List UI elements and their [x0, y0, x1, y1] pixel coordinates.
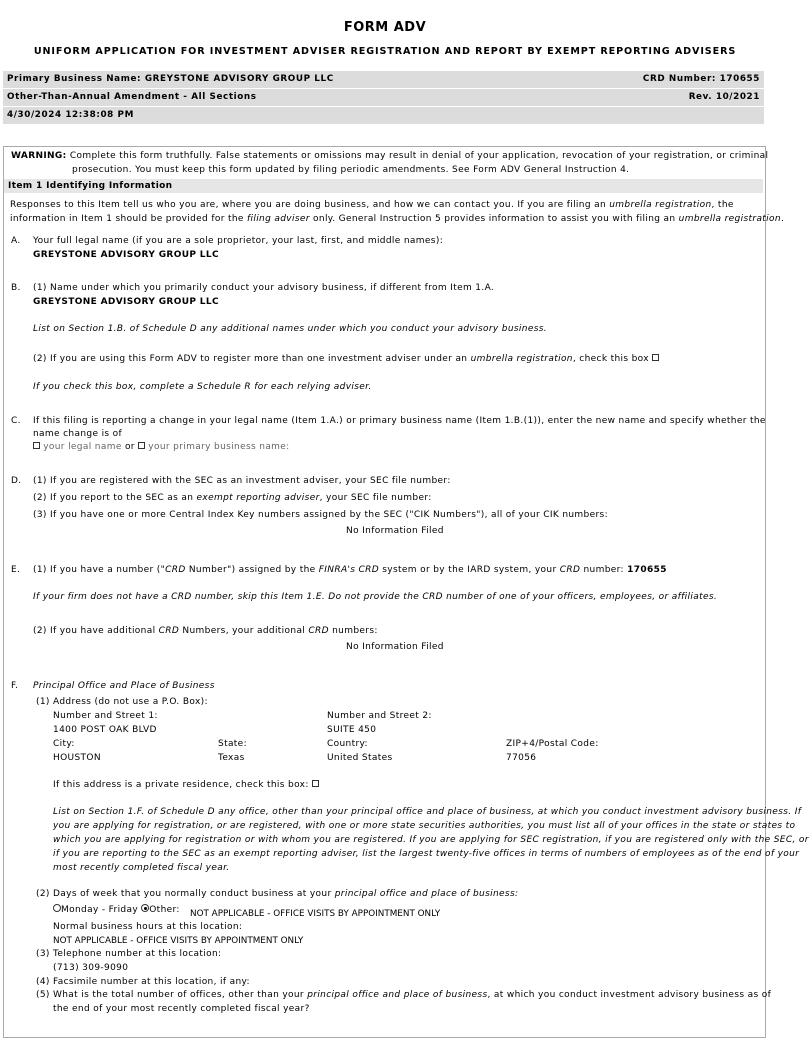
- intro-text: only. General Instruction 5 provides information to assist you with filing an: [309, 214, 679, 224]
- q-text: number:: [580, 565, 628, 575]
- warning-line-2: prosecution. You must keep this form updated by filing periodic amendments. See Form ADV General Instruction 4.: [72, 165, 630, 175]
- item-f-heading: Principal Office and Place of Business: [33, 681, 215, 691]
- item-f-question-5-line-2: the end of your most recently completed fiscal year?: [53, 1004, 310, 1014]
- q-emphasis: exempt reporting adviser: [196, 493, 320, 503]
- days-options: [53, 904, 180, 915]
- q-text: (1) If you have a number (": [33, 565, 166, 575]
- legal-name-checkbox[interactable]: [33, 442, 40, 449]
- crd-number: CRD Number: 170655: [642, 74, 760, 84]
- street1-value: 1400 POST OAK BLVD: [53, 725, 157, 735]
- item-e-question-2: [33, 626, 378, 636]
- amendment-bar: [3, 89, 764, 106]
- item-c-options: [33, 442, 290, 452]
- item-b-note-2: If you check this box, complete a Schedule R for each relying adviser.: [33, 382, 372, 392]
- item-e-question-1: [33, 565, 667, 575]
- item-b-note: List on Section 1.B. of Schedule D any additional names under which you conduct your advisory business.: [33, 324, 548, 334]
- umbrella-checkbox[interactable]: [652, 354, 659, 361]
- private-residence-text: If this address is a private residence, check this box:: [53, 780, 309, 790]
- warning-block: [11, 151, 768, 161]
- f-note-line-5: most recently completed fiscal year.: [53, 863, 230, 873]
- item1-intro-line-2: [10, 214, 784, 224]
- zip-value: 77056: [506, 753, 537, 763]
- country-label: Country:: [327, 739, 368, 749]
- item-e-letter: E.: [11, 565, 21, 575]
- form-subtitle: UNIFORM APPLICATION FOR INVESTMENT ADVISER REGISTRATION AND REPORT BY EXEMPT REPORTING ADVISERS: [33, 46, 737, 57]
- legal-name-option: your legal name: [43, 442, 122, 452]
- q-text: (5) What is the total number of offices, other than your: [36, 990, 308, 1000]
- hours-value: NOT APPLICABLE - OFFICE VISITS BY APPOINTMENT ONLY: [53, 936, 304, 946]
- city-value: HOUSTON: [53, 753, 101, 763]
- item-d-letter: D.: [11, 476, 22, 486]
- item-b-letter: B.: [11, 283, 21, 293]
- q-text: system or by the IARD system, your: [379, 565, 560, 575]
- item-a-letter: A.: [11, 236, 21, 246]
- hours-label: Normal business hours at this location:: [53, 922, 243, 932]
- state-value: Texas: [218, 753, 245, 763]
- monday-friday-radio[interactable]: [53, 904, 61, 912]
- q-emphasis: CRD: [308, 626, 329, 636]
- q-emphasis: FINRA's CRD: [318, 565, 380, 575]
- q-text: (2) If you report to the SEC as an: [33, 493, 197, 503]
- crd-value: 170655: [627, 565, 667, 575]
- item-c-line-1: If this filing is reporting a change in your legal name (Item 1.A.) or primary business name (Item 1.B.(1)), enter the new name and specify whether the: [33, 416, 766, 426]
- q-text: (2) If you have additional: [33, 626, 159, 636]
- q-emphasis: principal office and place of business: [307, 990, 488, 1000]
- other-label: Other:: [149, 905, 180, 915]
- item-f-letter: F.: [11, 681, 19, 691]
- q-emphasis: CRD: [559, 565, 581, 575]
- item-f-question-4: (4) Facsimile number at this location, if any:: [36, 977, 250, 987]
- item-f-question-1: (1) Address (do not use a P.O. Box):: [36, 697, 208, 707]
- item-b-answer: GREYSTONE ADVISORY GROUP LLC: [33, 297, 219, 307]
- intro-text: Responses to this Item tell us who you are, where you are doing business, and how we can contact you. If you are filing an: [10, 200, 610, 210]
- private-residence-row: [53, 780, 319, 790]
- f-note-line-3: which you are applying for registration or with whom you are registered. If you are applying for SEC registration, if you are registered only with the SEC, or: [53, 835, 809, 845]
- primary-business-bar: [3, 71, 764, 88]
- revision: Rev. 10/2021: [688, 92, 760, 102]
- q-text: , your SEC file number:: [319, 493, 432, 503]
- warning-label: WARNING:: [11, 151, 67, 161]
- intro-emphasis: umbrella registration: [678, 214, 781, 224]
- q-text: (2) If you are using this Form ADV to register more than one investment adviser under an: [33, 354, 471, 364]
- phone-value: (713) 309-9090: [53, 963, 129, 973]
- item1-intro-line-1: [10, 200, 734, 210]
- item-d-question-3: (3) If you have one or more Central Index Key numbers assigned by the SEC ("CIK Numbers"), all of your CIK numbers:: [33, 510, 608, 520]
- business-name-option: your primary business name:: [148, 442, 290, 452]
- q-text: , at which you conduct investment advisory business as of: [487, 990, 772, 1000]
- item-f-question-2: [36, 889, 518, 899]
- other-days-value: NOT APPLICABLE - OFFICE VISITS BY APPOINTMENT ONLY: [190, 909, 441, 919]
- monday-friday-label: Monday - Friday: [61, 905, 139, 915]
- form-title: FORM ADV: [343, 20, 427, 35]
- item-d-question-1: (1) If you are registered with the SEC as an investment adviser, your SEC file number:: [33, 476, 451, 486]
- filing-datetime: 4/30/2024 12:38:08 PM: [7, 110, 134, 120]
- q-text: numbers:: [328, 626, 378, 636]
- q-emphasis: CRD: [165, 565, 186, 575]
- intro-emphasis: umbrella registration: [609, 200, 712, 210]
- item1-heading: Item 1 Identifying Information: [8, 181, 173, 191]
- country-value: United States: [327, 753, 393, 763]
- q-text: (2) Days of week that you normally conduct business at your: [36, 889, 335, 899]
- f-note-line-2: you are applying for registration, or are registered, with one or more state securities authorities, you must list all of your offices in the state or states to: [53, 821, 796, 831]
- item-b-question-2: [33, 354, 659, 364]
- primary-business-name: Primary Business Name: GREYSTONE ADVISORY GROUP LLC: [7, 74, 334, 84]
- q-emphasis: umbrella registration: [470, 354, 573, 364]
- item-b-question: (1) Name under which you primarily conduct your advisory business, if different from Item 1.A.: [33, 283, 495, 293]
- f-note-line-1: List on Section 1.F. of Schedule D any office, other than your principal office and place of business, at which you conduct investment advisory business. If: [53, 807, 802, 817]
- q-emphasis: principal office and place of business:: [334, 889, 519, 899]
- intro-text: .: [780, 214, 785, 224]
- item-a-answer: GREYSTONE ADVISORY GROUP LLC: [33, 250, 219, 260]
- city-label: City:: [53, 739, 75, 749]
- q-text: , check this box: [572, 354, 649, 364]
- street2-value: SUITE 450: [327, 725, 377, 735]
- f-note-line-4: if you are reporting to the SEC as an exempt reporting adviser, list the largest twenty-five offices in terms of numbers of employees as of the end of your: [53, 849, 800, 859]
- item-a-question: Your full legal name (if you are a sole proprietor, your last, first, and middle names):: [33, 236, 444, 246]
- intro-text: , the: [711, 200, 734, 210]
- zip-label: ZIP+4/Postal Code:: [506, 739, 599, 749]
- intro-text: information in Item 1 should be provided for the: [10, 214, 247, 224]
- q-text: Numbers, your additional: [179, 626, 309, 636]
- datetime-bar: [3, 107, 764, 124]
- item-f-question-5: [36, 990, 771, 1000]
- item-e-note: If your firm does not have a CRD number, skip this Item 1.E. Do not provide the CRD number of one of your officers, employees, or affiliates.: [33, 592, 718, 602]
- amendment-type: Other-Than-Annual Amendment - All Sections: [7, 92, 257, 102]
- street2-label: Number and Street 2:: [327, 711, 432, 721]
- item-e-no-info: No Information Filed: [346, 642, 444, 652]
- item-c-line-2: name change is of: [33, 429, 123, 439]
- warning-line-1: Complete this form truthfully. False statements or omissions may result in denial of your application, revocation of your registration, or criminal: [69, 151, 769, 161]
- item-c-letter: C.: [11, 416, 21, 426]
- or-text: or: [124, 442, 135, 452]
- item-d-question-2: [33, 493, 432, 503]
- q-emphasis: CRD: [158, 626, 180, 636]
- intro-emphasis: filing adviser: [246, 214, 310, 224]
- item-d-no-info: No Information Filed: [346, 526, 444, 536]
- private-residence-checkbox[interactable]: [312, 780, 319, 787]
- item-f-question-3: (3) Telephone number at this location:: [36, 949, 222, 959]
- state-label: State:: [218, 739, 247, 749]
- q-text: Number") assigned by the: [185, 565, 319, 575]
- business-name-checkbox[interactable]: [138, 442, 145, 449]
- street1-label: Number and Street 1:: [53, 711, 158, 721]
